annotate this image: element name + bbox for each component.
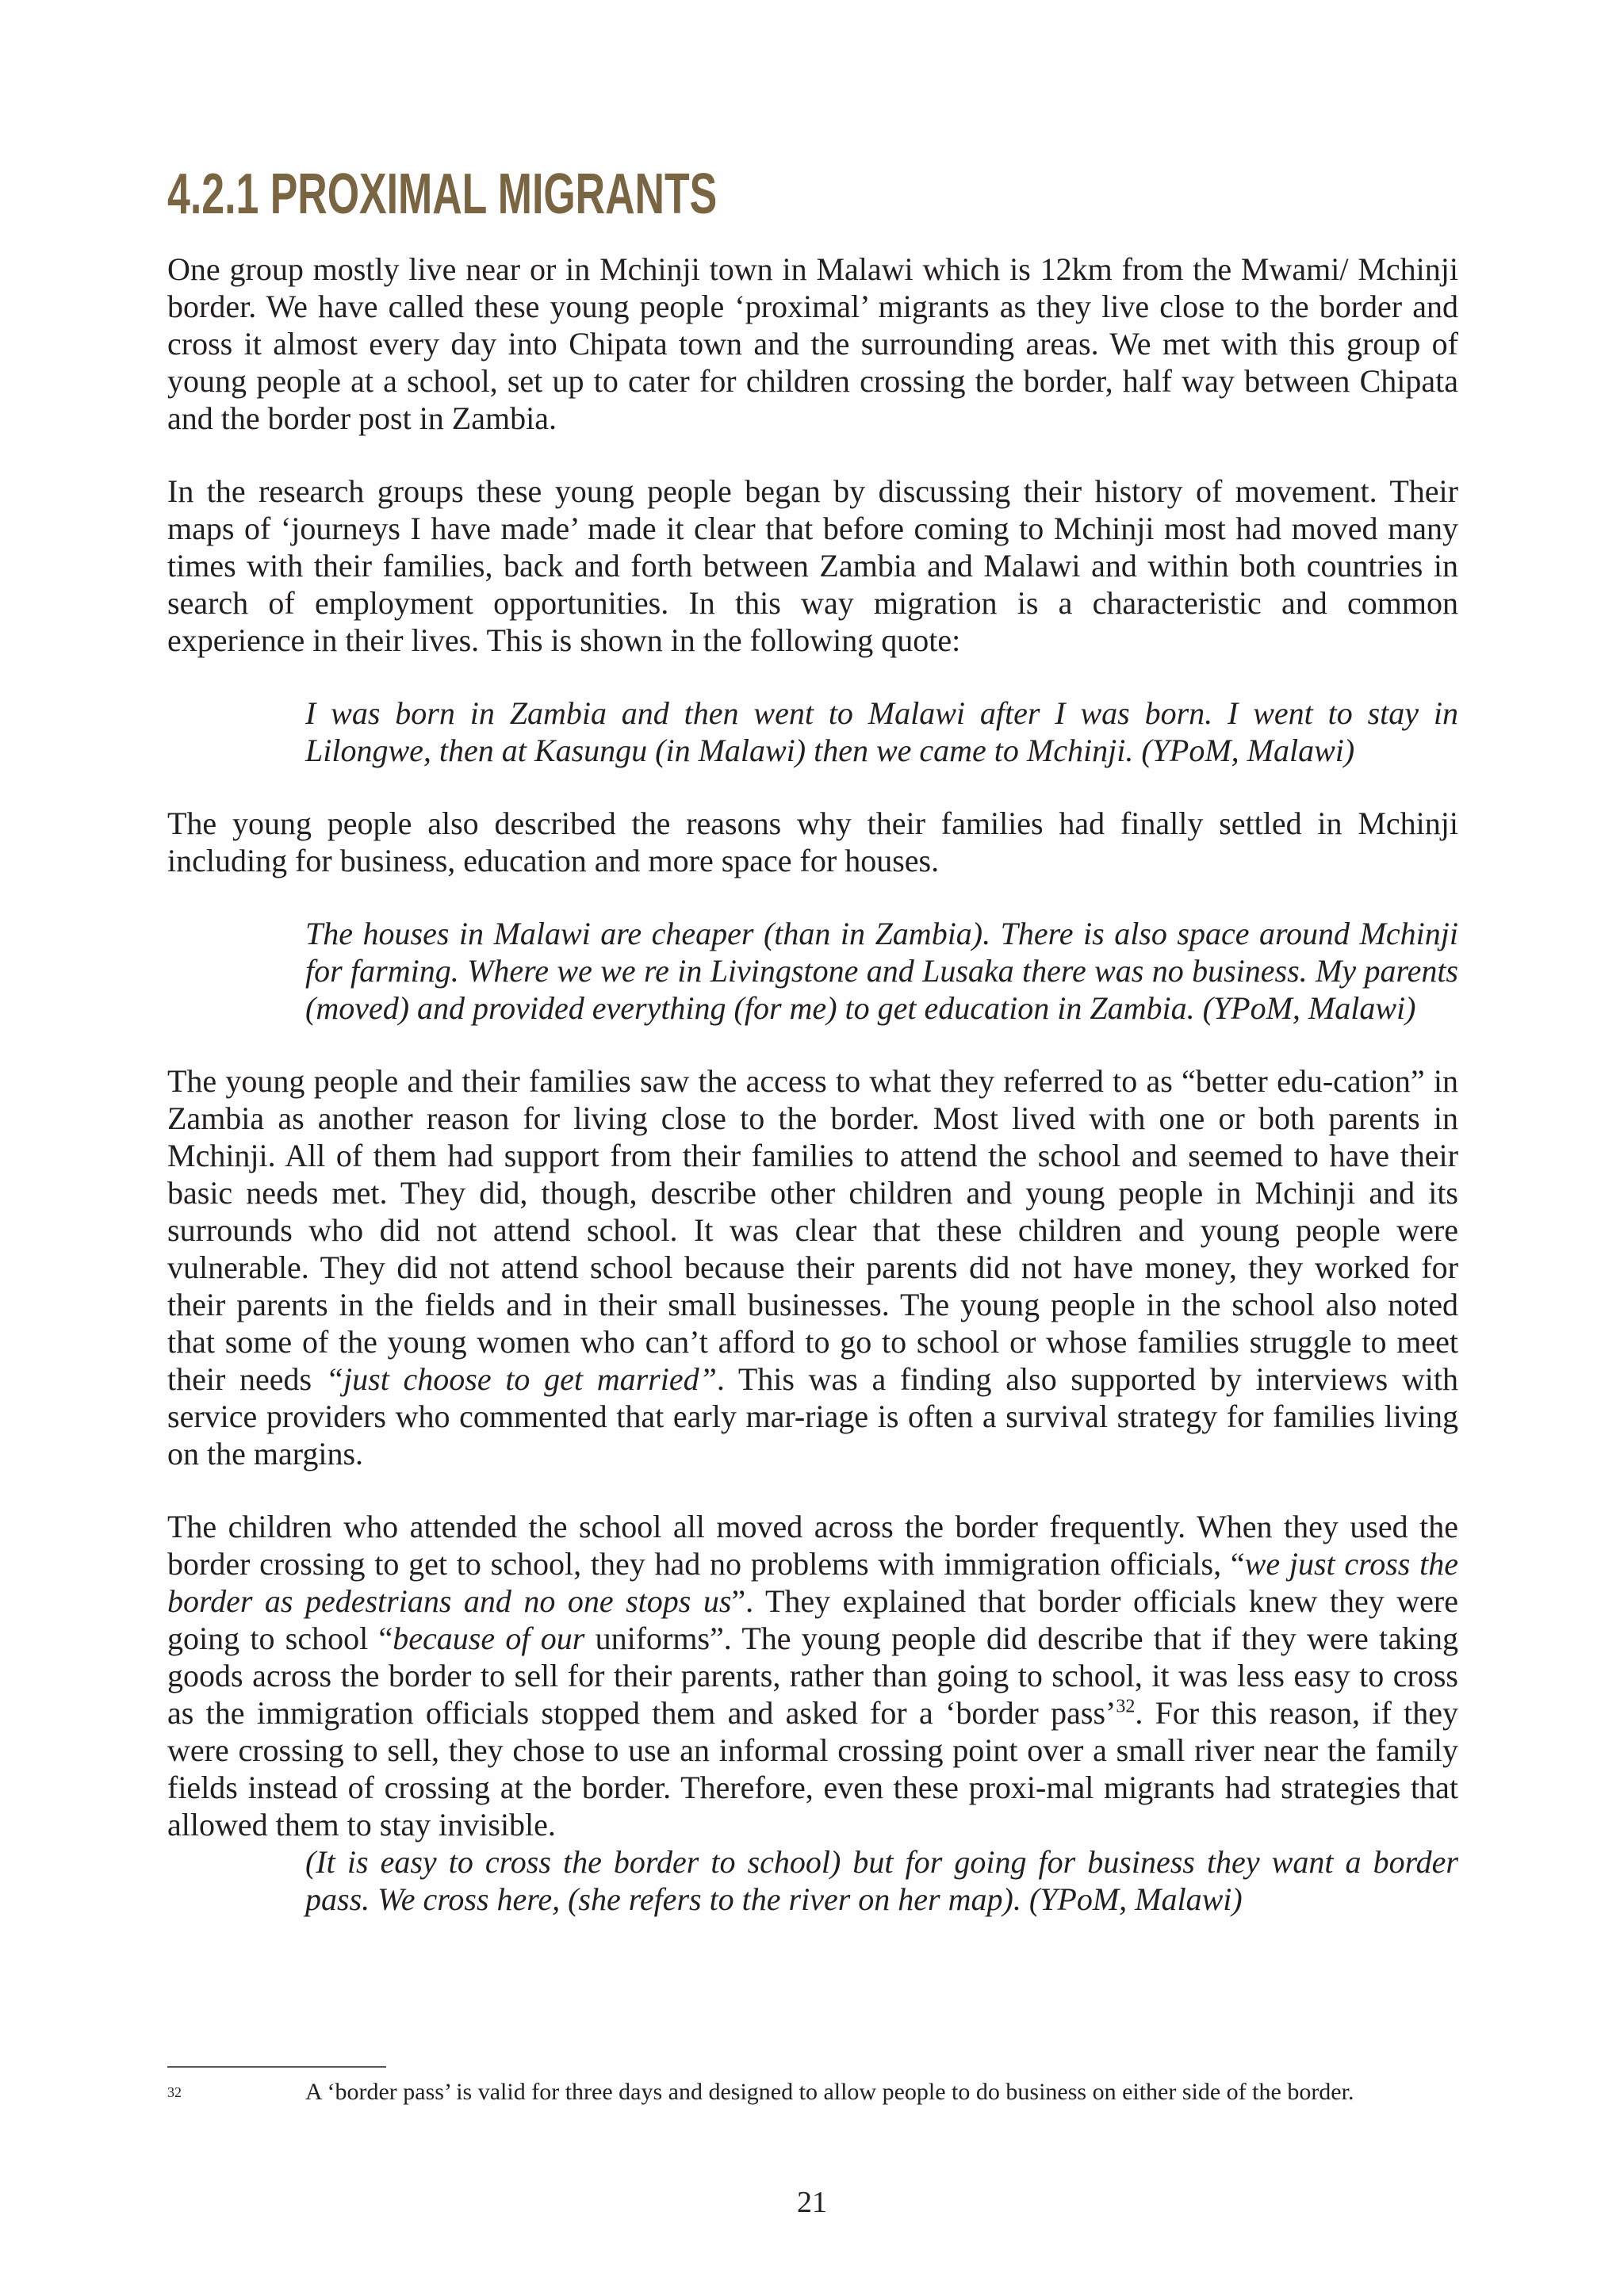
quote-3: (It is easy to cross the border to school) but for going for business they want a border pass. We cross here, (she refers to the river on her map). (YPoM, Malawi) (305, 1844, 1458, 1917)
section-heading: 4.2.1 PROXIMAL MIGRANTS (167, 163, 718, 226)
quote-1: I was born in Zambia and then went to Malawi after I was born. I went to stay in Lilongwe, then at Kasungu (in Malawi) then we came to Mchinji. (YPoM, Malawi) (305, 695, 1458, 768)
paragraph-5-quote-1: we just cross the border as pedestrians and no one stops us (167, 1546, 1458, 1619)
paragraph-4 (167, 1062, 1458, 1472)
footnote-number: 32 (167, 2084, 182, 2100)
paragraph-5-text-c: ”. They explained that border officials knew they were going to school “ (167, 1583, 1459, 1656)
paragraph-4-text-a: The young people and their families saw the access to what they referred to as “better edu-cation” in Zambia as another reason for living close to the border. Most lived with one or both parents in Mchinji. All of them had support from their families to attend the school and seemed to have their basic needs met. They did, though, describe other children and young people in Mchinji and its surrounds who did not attend school. It was clear that these children and young people were vulnerable. They did not attend school because their parents did not have money, they worked for their parents in the fields and in their small businesses. The young people in the school also noted that some of the young women who can’t afford to go to school or whose families struggle to meet their needs (167, 1063, 1458, 1397)
footnote (167, 2076, 1458, 2109)
paragraph-4-quote: “just choose to get married” (325, 1361, 717, 1397)
paragraph-4-text-c: . This was a finding also supported by interviews with service providers who commented that early mar-riage is often a survival strategy for families living on the margins. (167, 1361, 1459, 1471)
paragraph-3: The young people also described the reasons why their families had finally settled in Mchinji including for business, education and more space for houses. (167, 806, 1458, 878)
paragraph-2: In the research groups these young people began by discussing their history of movement. Their maps of ‘journeys I have made’ made it clear that before coming to Mchinji most had moved many times with their families, back and forth between Zambia and Malawi and within both countries in search of employment opportunities. In this way migration is a characteristic and common experience in their lives. This is shown in the following quote: (167, 473, 1458, 658)
footnote-text: A ‘border pass’ is valid for three days and designed to allow people to do business on either side of the border. (305, 2079, 1354, 2105)
paragraph-5 (167, 1508, 1458, 1843)
paragraph-5-text-a: The children who attended the school all moved across the border frequently. When they used the border crossing to get to school, they had no problems with immigration officials, “ (167, 1509, 1458, 1582)
footnote-divider (167, 2066, 386, 2068)
paragraph-5-quote-2: because of our (393, 1621, 585, 1656)
page-number: 21 (797, 2186, 827, 2219)
quote-2: The houses in Malawi are cheaper (than in Zambia). There is also space around Mchinji for farming. Where we we re in Livingstone and Lusaka there was no business. My parents (moved) and provided everything (for me) to get education in Zambia. (YPoM, Malawi) (305, 916, 1458, 1026)
paragraph-5-text-e: uniforms”. The young people did describe that if they were taking goods across the border to sell for their parents, rather than going to school, it was less easy to cross as the immigration officials stopped them and asked for a ‘border pass’ (167, 1621, 1458, 1731)
paragraph-1: One group mostly live near or in Mchinji town in Malawi which is 12km from the Mwami/ Mchinji border. We have called these young people ‘proximal’ migrants as they live close to the border and cross it almost every day into Chipata town and the surrounding areas. We met with this group of young people at a school, set up to cater for children crossing the border, half way between Chipata and the border post in Zambia. (167, 251, 1458, 436)
footnote-reference[interactable]: 32 (1116, 1696, 1136, 1717)
page-content (167, 159, 1458, 1954)
paragraph-5-text-f: . For this reason, if they were crossing to sell, they chose to use an informal crossing point over a small river near the family fields instead of crossing at the border. Therefore, even these proxi-mal migrants had strategies that allowed them to stay invisible. (167, 1695, 1458, 1843)
